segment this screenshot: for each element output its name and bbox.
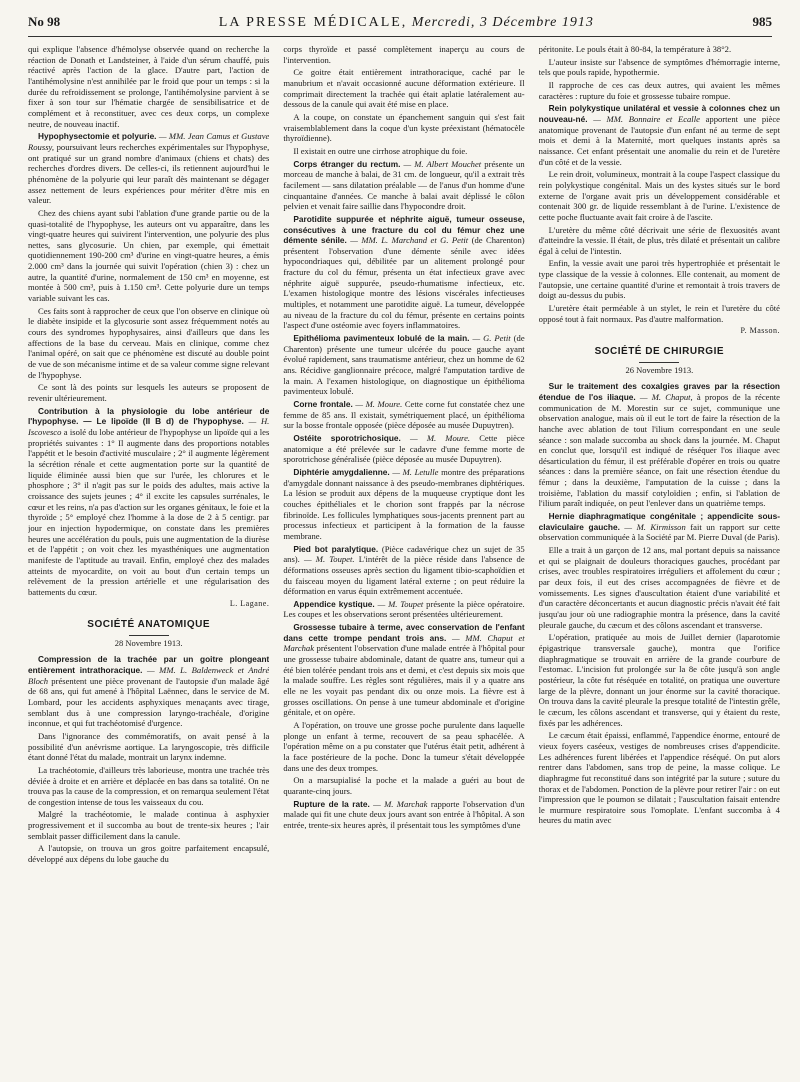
column-2	[283, 44, 524, 1074]
article-authors: — H. Iscovesco	[28, 416, 270, 437]
article-title: Ostéite sporotrichosique.	[293, 432, 401, 443]
article-authors: — M. Toupet.	[303, 554, 355, 565]
article-title: Corne frontale.	[293, 399, 353, 409]
article-authors: — MM. L. Marchand et G. Petit	[350, 235, 469, 246]
paragraph: Le rein droit, volumineux, montrait à la coupe l'aspect classique du rein polykystique congénital. Mais un des kystes situés sur le bord externe de l'organe avait pris un développement considérable et contenait 300 gr. de liquide ressemblant à de l'urine. L'existence de cette poche fluctuante avait fait croire à de l'ascite.	[538, 169, 780, 222]
article-corne-frontale	[283, 399, 524, 431]
paragraph: Ce goitre était entièrement intrathoracique, caché par le manubrium et n'avait occasionné aucune déformation extérieure. Il comprimait directement la trachée qui était aplatie latéralement au-dessous de la canule qui avait été mise en place.	[283, 67, 525, 110]
article-corps-etranger	[283, 159, 524, 212]
paragraph: Ces faits sont à rapprocher de ceux que l'on observe en clinique où le diabète insipide et la glycosurie sont assez fréquemment notés au cours des syndromes hypophysaires, ainsi d'ailleurs que dans les affections de la base du cerveau. Mais en clinique, comme chez l'animal opéré, on sait que ce phénomène est discuté au double point de vue de son mécanisme intime et de sa valeur comme signe relevant de l'hypophyse.	[28, 305, 270, 380]
paragraph: Chez des chiens ayant subi l'ablation d'une grande partie ou de la quasi-totalité de l'hypophyse, les auteurs ont vu apparaître, dans les vingt-quatre heures qui suivirent l'intervention, une polyurie des plus nettes, sans glycosurie. Un chien, par exemple, qui émettait quotidiennement 190-200 cm³ d'urine en vingt-quatre heures, a émis 2.000 cm³ dans la journée qui suivit l'opération (chien 3) : chez un autre, la quantité d'urine, normalement de 150 cm³ en moyenne, est montée à 500 cm³, puis à 1.150 cm³. Cette polyurie dure un temps variable suivant les cas.	[28, 207, 270, 304]
paragraph: Cette corne fut constatée chez une femme de 85 ans. Il existait, symétriquement placé, un épithélioma sur la bosse frontale opposée (pièce déposée au musée Dupuytren).	[283, 399, 525, 431]
paragraph: corps thyroïde et passé complètement inaperçu au cours de l'intervention.	[283, 44, 525, 65]
paragraph: apportent une pièce anatomique provenant de l'autopsie d'un enfant né au terme de sept mois et demi à la Maternité, mort quelques instants après sa naissance. Cet enfant présentait une anomalie du rein et de l'uretère d'un côté et de la vessie.	[538, 113, 780, 167]
masthead	[219, 15, 594, 31]
paragraph: rapporte l'observation d'un malade qui fit une chute deux jours avant son entrée à l'hôpital. A son entrée, trente-six heures après, il présentait tous les symptômes d'une	[283, 798, 525, 830]
paragraph: (de Charenton) présentent l'observation d'une démente sénile avec idées hypocondriaques qui, débilitée par un alitement prolongé pour fracture du col du fémur, présenta un état infectieux grave avec néphrite aiguë suppurée, pseudo-rhumatisme infectieux, etc. L'examen histologique montre des lésions viscérales infectieuses multiples, et notamment une parotidite aiguë. La tumeur, développée au niveau de la fracture du col du fémur, présente en certains points l'aspect d'une ostéomie avec foyers inflammatoires.	[283, 235, 525, 331]
article-hypophysectomie	[28, 131, 269, 206]
article-authors: — M. Moure.	[355, 399, 403, 409]
paragraph: montre des préparations d'amygdale donnant naissance à des pseudo-membranes diphtériques. La lésion se produit aux dépens de la muqueuse cryptique dont les couches épithéliales et le chorion sont frappés par la nécrose fibrinoïde. Les follicules lymphatiques sous-jacents prennent part au processus infectieux et participent à la formation de la fausse membrane.	[283, 466, 525, 541]
paragraph: A la coupe, on constate un épanchement sanguin qui s'est fait vraisemblablement dans la coque d'un kyste préexistant (hématocèle thyroïdienne).	[283, 111, 525, 144]
article-pied-bot	[283, 544, 524, 597]
paragraph: a isolé du lobe antérieur de l'hypophyse un lipoïde qui a les propriétés suivantes : 1° Il augmente dans des proportions notables l'appétit et le besoin d'activité musculaire ; 2° il augmente légèrement la sécrétion rénale et cette augmentation porte sur la quantité de liquide éliminée aussi bien que sur l'urée, les chlorures et le phosphore ; 3° il n'agit pas sur le poids des adultes, mais active la croissance des sujets jeunes ; 4° il excite les capsules surrénales, le cœur et les reins, n'a pas d'action sur les organes génitaux, le foie et la thyroïde ; 5° employé chez l'homme à la dose de 2 à 5 centigr. par jour en injection hypodermique, on constate dans les premières heures une accélération du pouls, puis une augmentation de la diurèse et de l'appétit ; on voit chez les myasthéniques une augmentation manifeste de l'aptitude au travail. Enfin, employé chez des malades atteints de myocardite, on voit au bout d'un certain temps un relèvement de la pression artérielle et une régularisation des battements du cœur.	[28, 426, 270, 597]
paragraph: présentent une pièce provenant de l'autopsie d'un malade âgé de 68 ans, qui fut amené à l'hôpital Laënnec, dans le service de M. Lombard, pour les accidents asphyxiques menaçants avec tirage, semblant dus à une compression laryngo-trachéale, d'origine inconnue, et qui fut trachéotomisé d'urgence.	[28, 675, 270, 729]
article-title: Corps étranger du rectum.	[293, 158, 401, 169]
article-title: Contribution à la physiologie du lobe antérieur de l'hypophyse. — Le lipoïde (II B d) de l'hypophyse.	[28, 405, 270, 427]
paragraph: (de Charenton) présente une tumeur ulcérée du pouce gauche ayant évolué rapidement, sans traumatisme antérieur, chez un homme de 62 ans. Récidive ganglionnaire précoce, malgré l'amputation tardive de la main. A l'examen histologique, on diagnostique un épithélioma pavimenteux lobulé.	[283, 333, 525, 397]
issue-date: Mercredi, 3 Décembre 1913	[411, 15, 594, 30]
article-columns	[28, 44, 780, 1074]
article-title: Rein polykystique unilatéral et vessie à colonnes chez un nouveau-né.	[538, 103, 780, 124]
paragraph: Cette pièce anatomique a été prélevée sur le cadavre d'une femme morte de sporotrichose généralisée (pièce déposée au musée Dupuytren).	[283, 432, 525, 465]
article-authors: — M. Kirmisson	[624, 521, 686, 532]
paragraph: Elle a trait à un garçon de 12 ans, mal portant depuis sa naissance et qui se plaignait de douleurs thoraciques gauches, procédant par crises, avec troubles respiratoires irréguliers et affolement du cœur ; par deux fois, il eut des crises accompagnées de fièvre et de vomissements. Les signes d'auscultation étaient d'une variabilité et d'un caractère déconcertants et aucun diagnostic précis n'avait été fait jusqu'au jour où une radiographie montra la présence, dans la cavité pleurale gauche, du cæcum et des côlons ascendant et transverse.	[538, 545, 780, 630]
article-authors: — M. Albert Mouchet	[403, 158, 482, 169]
paragraph: présentent l'observation d'une malade entrée à l'hôpital pour une grossesse tubaire abdominale, datant de quatre ans, tumeur qui a été bien tolérée pendant trois ans et demi, et c'est depuis six mois que la malade souffre. Les règles sont régulières, mais il y a quatre ans elle ne les voyait pas pendant dix ou onze mois. La fièvre est à grosses oscillations. On pense à une tumeur abdominale et d'origine génitale, et on opère.	[283, 643, 525, 718]
paragraph: présente la pièce opératoire. Les coupes et les observations seront présentées ultérieurement.	[283, 598, 525, 620]
paragraph: fait un rapport sur cette observation communiquée à la Société par M. Pierre Duval (de Paris).	[538, 521, 780, 543]
article-coxalgies	[539, 381, 780, 509]
article-title: Sur le traitement des coxalgies graves par la résection étendue de l'os iliaque.	[538, 381, 780, 402]
paragraph: L'uretère du même côté décrivait une série de flexuosités avant d'atteindre la vessie. Il était, de plus, très dilaté et présentait un calibre égal à celui de l'intestin.	[538, 224, 780, 256]
paragraph: Ce sont là des points sur lesquels les auteurs se proposent de revenir ultérieurement.	[28, 382, 270, 403]
section-date: 26 Novembre 1913.	[625, 364, 694, 375]
article-authors: — M. Marchak	[373, 798, 428, 809]
article-lipoide	[28, 406, 269, 598]
journal-name: LA PRESSE MÉDICALE,	[218, 15, 408, 30]
article-title: Epithélioma pavimenteux lobulé de la main.	[293, 333, 470, 344]
paragraph: Enfin, la vessie avait une paroi très hypertrophiée et présentait le type classique de la vessie à colonnes. Elle contenait, au moment de l'autopsie, une certaine quantité d'urine et remontait à trois travers de doigt au-dessus du pubis.	[538, 258, 780, 301]
article-authors: — MM. Bonnaire et Ecalle	[593, 113, 700, 124]
article-title: Appendice kystique.	[293, 598, 375, 609]
paragraph: à propos de la récente communication de M. Morestin sur ce sujet, communique une observation analogue, mais où il eut le tort de faire la résection de la hanche avec ablation de tout l'ilium correspondant en une seule séance : son malade succomba au shock dans la journée. M. Chaput en conclut que, lorsqu'il est indiqué de réséquer l'os iliaque avec désarticulation du fémur, il est préférable d'opérer en trois ou quatre séances : dans la première séance, on fait une résection étendue du fémur ; dans la deuxième, l'amputation de la cuisse ; dans la troisième, l'ablation du massif cotyloïdien ; enfin, si l'ablation de l'ilium paraît indiquée, on peut l'enlever dans un quatrième temps.	[538, 391, 780, 509]
article-rein-polykystique	[539, 103, 780, 167]
paragraph: poursuivant leurs recherches expérimentales sur l'hypophyse, ont pratiqué sur un grand nombre d'animaux (chiens et chats) des recherches d'ordres divers. De celles-ci, ils retiennent aujourd'hui le phénomène de la polyurie qui leur paraît dès maintenant se dégager assez nettement de leurs expériences pour mériter d'être mis en valeur.	[28, 141, 270, 206]
article-rupture-rate	[283, 799, 524, 831]
issue-number: No 98	[28, 14, 61, 29]
paragraph: qui explique l'absence d'hémolyse observée quand on recherche la réaction de Donath et Landsteiner, à l'aide d'un sérum chauffé, puis réactivé après l'action de la glace. D'autre part, l'action de l'antihémolysine n'est annihilée par le froid que pour un temps : si la durée du refroidissement se prolonge, l'antihémolysine parvient à se fixer à son tour sur l'hématie chargée de sensibilisatrice et de complément et à reconstituer, avec ces deux corps, un complexe neutre, de nouveau inactif.	[28, 44, 270, 129]
article-authors: — MM. Chaput et Marchak	[283, 632, 525, 654]
article-title: Rupture de la rate.	[293, 798, 370, 809]
article-epithelioma	[283, 333, 524, 397]
article-title: Pied bot paralytique.	[293, 543, 379, 554]
article-authors: — G. Petit	[472, 333, 511, 344]
section-date: 28 Novembre 1913.	[114, 637, 183, 648]
article-title: Hernie diaphragmatique congénitale ; appendicite sous-claviculaire gauche.	[538, 511, 780, 532]
paragraph: péritonite. Le pouls était à 80-84, la température à 38°2.	[538, 44, 732, 54]
paragraph: (Pièce cadavérique chez un sujet de 35 ans).	[283, 543, 525, 565]
article-appendice	[283, 599, 524, 620]
article-goitre	[28, 654, 269, 729]
paragraph: Dans l'ignorance des commémoratifs, on avait pensé à la possibilité d'un anévrisme aortique. La laryngoscopie, très difficile étant donné l'état du malade, montrait un larynx indemne.	[28, 730, 270, 763]
paragraph: Le cæcum était épaissi, enflammé, l'appendice énorme, entouré de vieux foyers caséeux, vestiges de nombreuses crises d'appendicite. Les adhérences furent libérées et l'appendice réséqué. On put alors rentrer dans l'abdomen, sans trop de peine, la masse colique. Le diaphragme fut reconstitué dans son intégrité par la suture ; suture du thorax et de l'abdomen. Ponction de la plèvre pour retirer l'air : on eut l'impression que le poumon se dilatait ; l'auscultation faisait entendre le murmure respiratoire sous l'omoplate. L'enfant succomba à 4 heures du matin avec	[538, 730, 780, 826]
article-title: Diphtérie amygdalienne.	[293, 466, 390, 477]
page-header	[28, 14, 772, 37]
column-1	[28, 44, 269, 1074]
paragraph: A l'autopsie, on trouva un gros goitre parfaitement encapsulé, développé aux dépens du lobe gauche du	[28, 843, 270, 865]
article-authors: — M. Letulle	[392, 466, 439, 477]
page-number: 985	[752, 14, 772, 29]
article-parotidite	[283, 214, 524, 331]
section-title: SOCIÉTÉ ANATOMIQUE	[28, 619, 269, 635]
signature: P. Masson.	[740, 326, 780, 336]
paragraph: présente un morceau de manche à balai, de 31 cm. de longueur, qu'il a extrait très facilement — sans dilatation préalable — de l'anus d'un homme d'une cinquantaine d'années. Ce manche à balai avait déplissé le côlon pelvien et venait faire saillie dans l'hypocondre droit.	[283, 158, 525, 212]
paragraph: On a marsupialisé la poche et la malade a guéri au bout de quarante-cinq jours.	[283, 775, 525, 796]
paragraph: L'opération, pratiquée au mois de Juillet dernier (laparotomie épigastrique transversale gauche), montra que l'orifice diaphragmatique se trouvait en arrière de la grande courbure de l'estomac. L'incision fut prolongée sur la 8e côte jusqu'à son angle postérieur, la côte fut réséquée en totalité, on pratiqua une ouverture large de la plèvre, donnant un jour énorme sur la cavité thoracique. On trouva dans la cavité pleurale la presque totalité de l'intestin grêle, le cæcum, les côlons ascendant et transverse, qui y étaient du reste, fixés par les adhérences.	[538, 632, 780, 728]
paragraph: L'uretère était perméable à un stylet, le rein et l'uretère du côté opposé tout à fait normaux. Pas d'autre malformation.	[538, 303, 780, 324]
article-authors: — M. Toupet	[377, 598, 424, 609]
paragraph: La trachéotomie, d'ailleurs très laborieuse, montra une trachée très déviée à droite et en arrière et déplacée en bas dans sa totalité. On ne trouva pas la cause de la compression, et on remarqua seulement l'état de congestion intense de tous les vaisseaux du cou.	[28, 764, 270, 807]
paragraph: L'intérêt de la pièce réside dans l'absence de déformations osseuses après section du ligament tibio-scaphoïdien et du faisceau moyen du ligament latéral externe ; on peut réduire la déformation en varus équin extrêmement accentuée.	[283, 554, 525, 597]
article-authors: — M. Chaput,	[639, 391, 693, 402]
signature: L. Lagane.	[229, 599, 270, 609]
article-title: Compression de la trachée par un goitre plongeant entièrement intrathoracique.	[28, 654, 270, 675]
article-title: Hypophysectomie et polyurie.	[38, 131, 157, 142]
article-hernie	[539, 511, 780, 543]
article-diphterie	[283, 467, 524, 542]
article-authors: — MM. L. Baldenweck et André Bloch	[28, 664, 270, 686]
article-grossesse-tubaire	[283, 622, 524, 718]
paragraph: Malgré la trachéotomie, le malade continua à asphyxier progressivement et il succomba au bout de trente-six heures ; l'air semblait passer difficilement dans la canule.	[28, 809, 270, 841]
article-authors: — MM. Jean Camus et Gustave Roussy,	[28, 131, 270, 152]
section-title: SOCIÉTÉ DE CHIRURGIE	[539, 346, 780, 362]
article-title: Grossesse tubaire à terme, avec conservation de l'enfant dans cette trompe pendant trois ans.	[283, 622, 525, 643]
paragraph: L'auteur insiste sur l'absence de symptômes d'hémorragie interne, tels que pouls rapide, hypothermie.	[538, 56, 780, 78]
paragraph: Il rapproche de ces cas deux autres, qui avaient les mêmes caractères : rupture du foie et grossesse tubaire rompue.	[538, 79, 780, 101]
column-3	[539, 44, 780, 1074]
paragraph: A l'opération, on trouve une grosse poche purulente dans laquelle plonge un enfant à terme, recouvert de sa peau sphacélée. A l'opération même on a pu constater que l'utérus était petit, adhérent à la face postérieure de la poche. Donc la tumeur s'était développée dans une des deux trompes.	[283, 720, 525, 773]
article-osteite	[283, 433, 524, 465]
article-title: Parotidite suppurée et néphrite aiguë, tumeur osseuse, consécutives à une fracture du col du fémur chez une démente sénile.	[283, 213, 525, 246]
paragraph: Il existait en outre une cirrhose atrophique du foie.	[293, 145, 468, 156]
article-authors: — M. Moure.	[410, 432, 471, 443]
